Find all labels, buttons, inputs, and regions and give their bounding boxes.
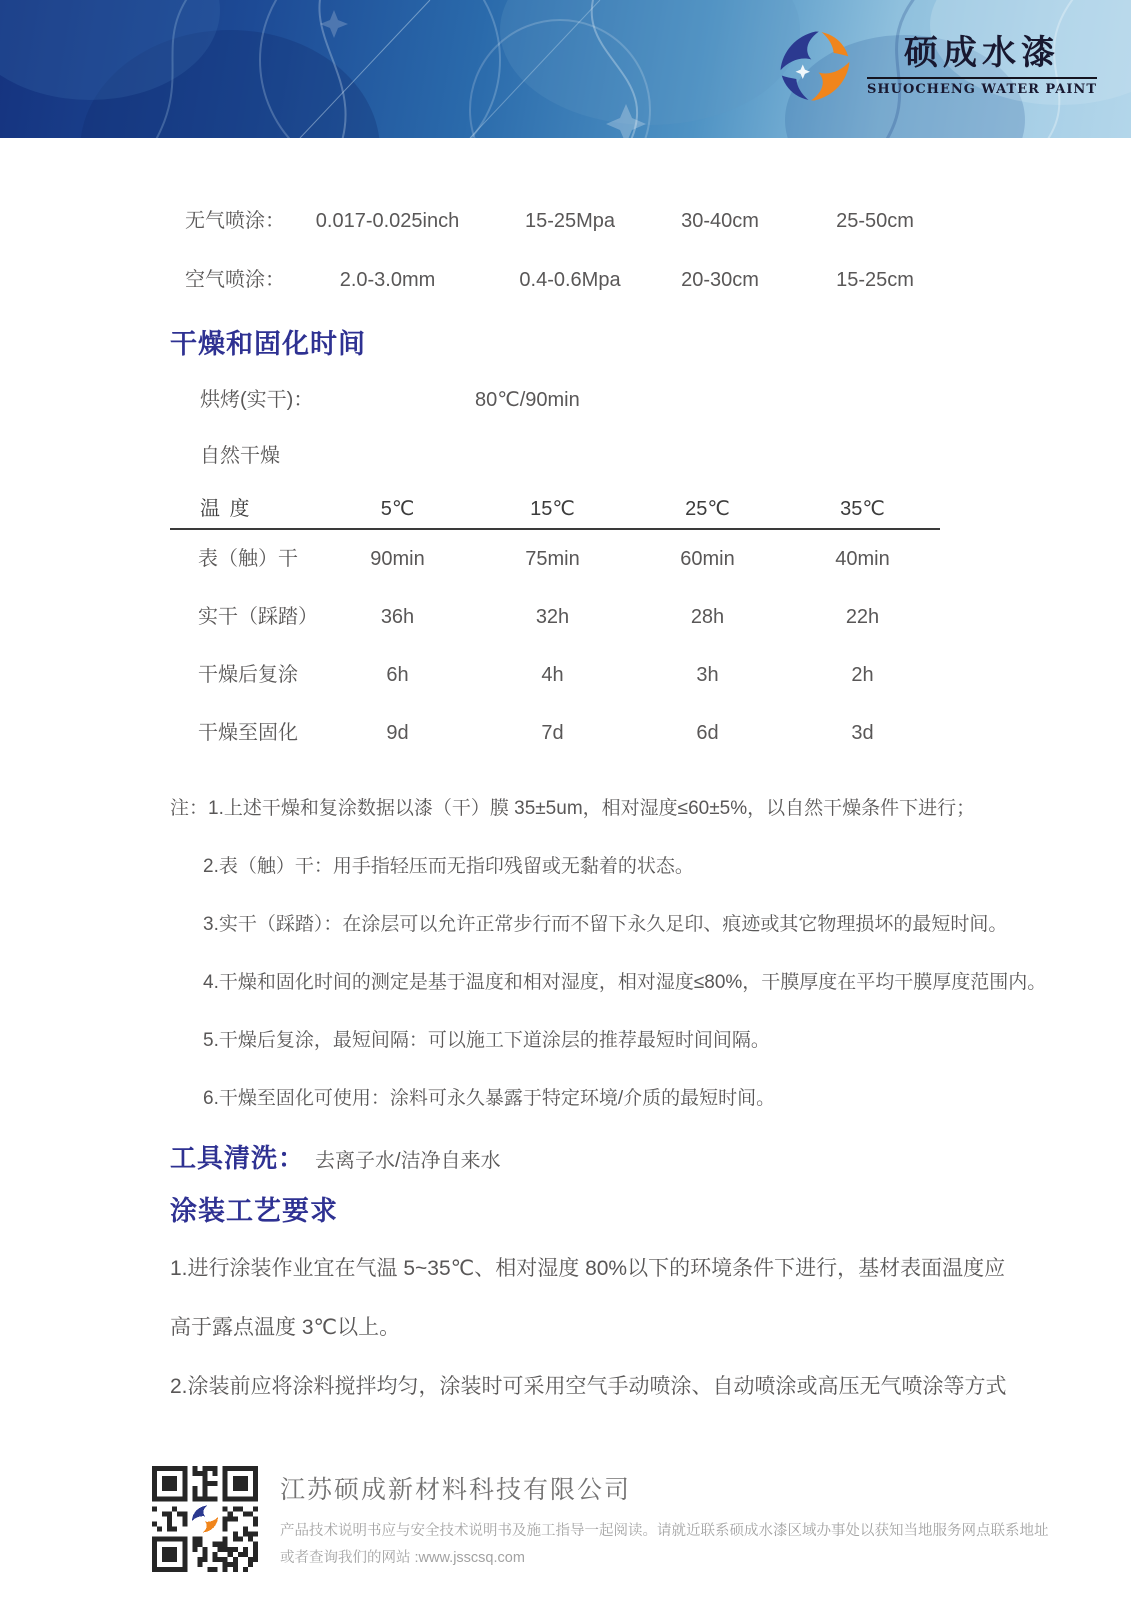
- row-label: 表（触）干: [198, 548, 298, 570]
- header-cell: 15℃: [530, 498, 575, 520]
- section-title-drying: 干燥和固化时间: [170, 329, 366, 359]
- table-cell: 6h: [386, 664, 409, 686]
- bake-value: 80℃/90min: [475, 389, 580, 411]
- brand-logo: [779, 30, 1097, 102]
- note-item: 4.干燥和固化时间的测定是基于温度和相对湿度，相对湿度≤80%，干膜厚度在平均干膜厚度范围内。: [203, 972, 1047, 993]
- brand-name-english: SHUOCHENG WATER PAINT: [867, 81, 1097, 97]
- table-cell: 3h: [696, 664, 719, 686]
- brand-logo-icon: [779, 30, 851, 102]
- row-label: 实干（踩踏）: [198, 606, 318, 628]
- footer-text-block: [280, 1466, 1049, 1572]
- table-cell: 3d: [851, 722, 874, 744]
- drying-time-table: [170, 488, 940, 762]
- spray-params-table: [170, 192, 1041, 310]
- paragraph-line: 高于露点温度 3℃以上。: [170, 1316, 401, 1339]
- table-cell: 0.4-0.6Mpa: [519, 269, 621, 291]
- header-cell: 5℃: [380, 498, 415, 520]
- table-cell: 36h: [380, 606, 415, 628]
- note-item: 注：1.上述干燥和复涂数据以漆（干）膜 35±5um，相对湿度≤60±5%，以自然干燥条件下进行；: [170, 798, 976, 819]
- header-cell: 35℃: [840, 498, 885, 520]
- table-cell: 4h: [541, 664, 564, 686]
- page-footer: [152, 1466, 1071, 1572]
- table-cell: 32h: [535, 606, 570, 628]
- section-title-cleaning: 工具清洗：: [170, 1143, 306, 1173]
- table-row: [170, 530, 940, 588]
- footer-disclaimer: [280, 1518, 1049, 1572]
- table-cell: 2h: [851, 664, 874, 686]
- cleaning-value: 去离子水/洁净自来水: [315, 1150, 501, 1172]
- header-cell: 25℃: [685, 498, 730, 520]
- main-content: [0, 192, 1131, 1416]
- table-row: [170, 192, 1041, 251]
- section-title-process: 涂装工艺要求: [170, 1196, 338, 1226]
- note-item: 6.干燥至固化可使用：涂料可永久暴露于特定环境/介质的最短时间。: [203, 1088, 776, 1109]
- table-cell: 60min: [680, 548, 735, 570]
- table-row: [170, 646, 940, 704]
- tool-cleaning-row: [170, 1138, 1041, 1175]
- table-cell: 0.017-0.025inch: [315, 210, 460, 232]
- table-cell: 20-30cm: [681, 269, 759, 291]
- row-label: 烘烤(实干)：: [200, 389, 314, 411]
- row-label: 无气喷涂：: [185, 210, 285, 232]
- note-item: 3.实干（踩踏）：在涂层可以允许正常步行而不留下永久足印、痕迹或其它物理损坏的最短时间。: [203, 914, 1008, 935]
- notes-block: [170, 780, 1047, 1128]
- table-cell: 15-25cm: [836, 269, 914, 291]
- table-cell: 28h: [690, 606, 725, 628]
- table-row: [170, 588, 940, 646]
- qr-code: [152, 1466, 258, 1572]
- table-cell: 22h: [845, 606, 880, 628]
- table-cell: 30-40cm: [681, 210, 759, 232]
- row-label: 干燥至固化: [198, 722, 298, 744]
- table-header-row: [170, 488, 940, 530]
- company-name: 江苏硕成新材料科技有限公司: [280, 1476, 632, 1504]
- paragraph-line: 1.进行涂装作业宜在气温 5~35℃、相对湿度 80%以下的环境条件下进行，基材表面温度应: [170, 1257, 1006, 1280]
- note-item: 2.表（触）干：用手指轻压而无指印残留或无黏着的状态。: [203, 856, 694, 877]
- table-cell: 15-25Mpa: [524, 210, 616, 232]
- row-label: 干燥后复涂: [198, 664, 298, 686]
- table-cell: 6d: [696, 722, 719, 744]
- process-paragraphs: [170, 1239, 1041, 1416]
- header-banner: [0, 0, 1131, 138]
- table-cell: 2.0-3.0mm: [339, 269, 436, 291]
- table-cell: 25-50cm: [836, 210, 914, 232]
- natural-drying-label: 自然干燥: [200, 445, 280, 467]
- header-cell: 温 度: [200, 498, 252, 520]
- note-item: 5.干燥后复涂，最短间隔：可以施工下道涂层的推荐最短时间间隔。: [203, 1030, 770, 1051]
- footer-line: 产品技术说明书应与安全技术说明书及施工指导一起阅读。请就近联系硕成水漆区域办事处以获知当地服务网点联系地址: [280, 1523, 1049, 1539]
- table-cell: 9d: [386, 722, 409, 744]
- table-cell: 75min: [525, 548, 580, 570]
- table-cell: 7d: [541, 722, 564, 744]
- table-row: [170, 704, 940, 762]
- brand-name: 硕成水漆: [904, 33, 1060, 74]
- table-cell: 90min: [370, 548, 425, 570]
- table-row: [170, 251, 1041, 310]
- footer-line: 或者查询我们的网站 :www.jsscsq.com: [280, 1550, 525, 1566]
- row-label: 空气喷涂：: [185, 269, 285, 291]
- bake-row: [170, 380, 1041, 420]
- logo-divider: [867, 77, 1097, 79]
- table-cell: 40min: [835, 548, 890, 570]
- paragraph-line: 2.涂装前应将涂料搅拌均匀，涂装时可采用空气手动喷涂、自动喷涂或高压无气喷涂等方式: [170, 1375, 1007, 1398]
